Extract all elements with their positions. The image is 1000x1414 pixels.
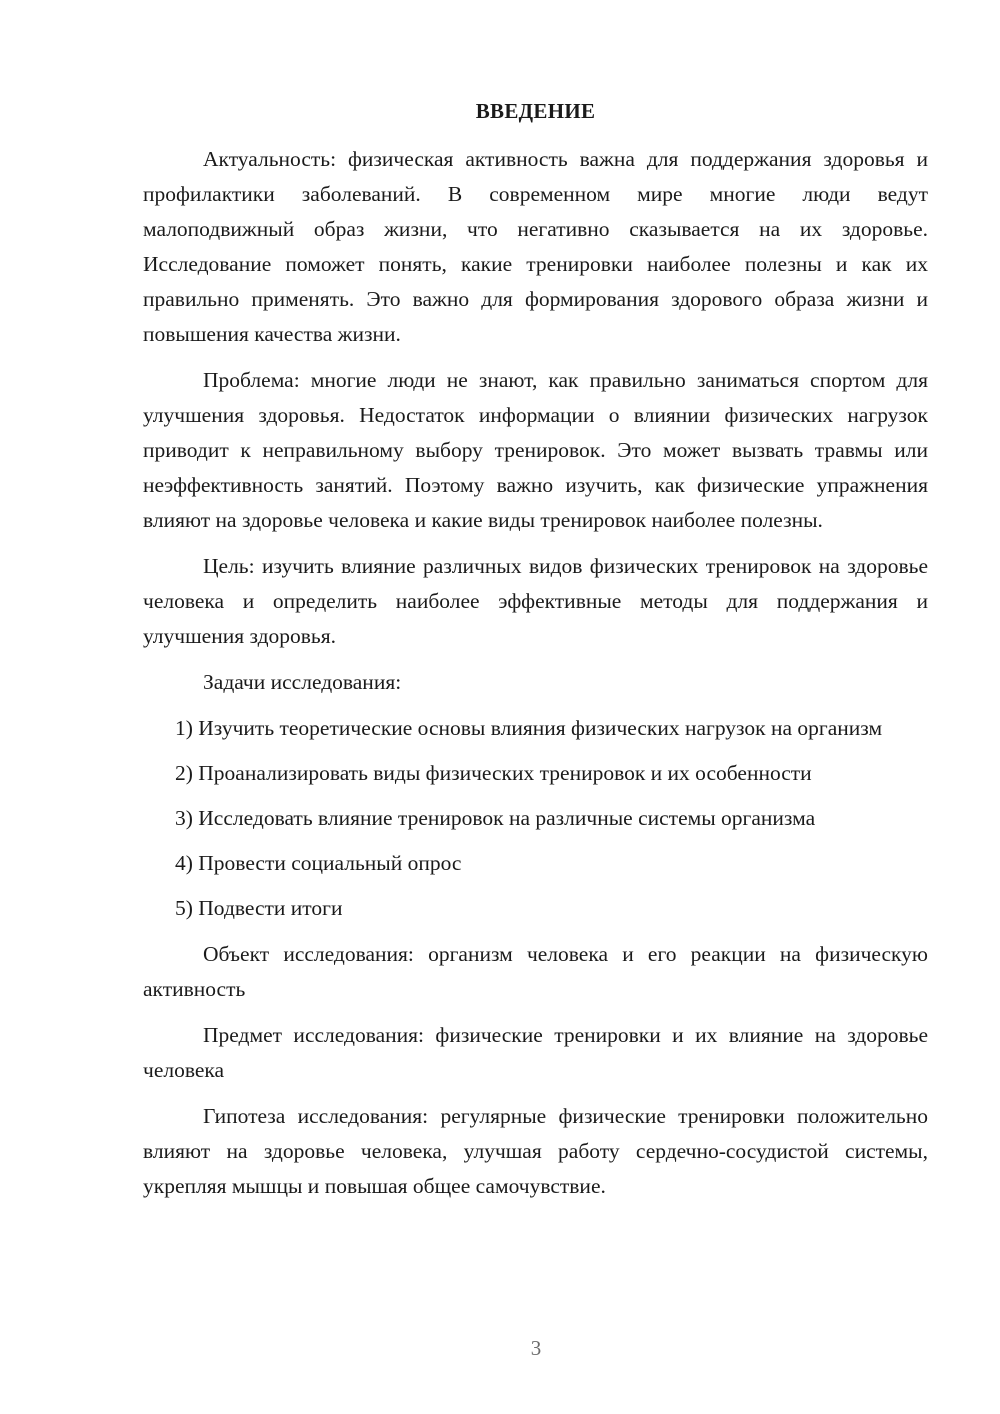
page-number: 3 xyxy=(530,1336,542,1360)
task-item-3: 3) Исследовать влияние тренировок на различные системы организма xyxy=(175,806,816,830)
paragraph-subject: Предмет исследования: физические тренировки и их влияние на здоровье человека xyxy=(143,1023,928,1082)
task-item-1: 1) Изучить теоретические основы влияния физических нагрузок на организм xyxy=(175,716,883,740)
paragraph-goal: Цель: изучить влияние различных видов физических тренировок на здоровье человека и определить наиболее эффективные методы для поддержания и улучшения здоровья. xyxy=(143,554,928,648)
paragraph-relevance: Актуальность: физическая активность важна для поддержания здоровья и профилактики заболеваний. В современном мире многие люди ведут малоподвижный образ жизни, что негативно сказывается на их здоровье. Исследование поможет понять, какие тренировки наиболее полезны и как их правильно применять. Это важно для формирования здорового образа жизни и повышения качества жизни. xyxy=(143,147,928,346)
page-title: ВВЕДЕНИЕ xyxy=(475,99,596,123)
task-item-4: 4) Провести социальный опрос xyxy=(175,851,462,875)
paragraph-problem: Проблема: многие люди не знают, как правильно заниматься спортом для улучшения здоровья. Недостаток информации о влиянии физических нагрузок приводит к неправильному выбору тренировок. Это может вызвать травмы или неэффективность занятий. Поэтому важно изучить, как физические упражнения влияют на здоровье человека и какие виды тренировок наиболее полезны. xyxy=(143,368,928,532)
document-body xyxy=(143,142,928,1215)
paragraph-hypothesis: Гипотеза исследования: регулярные физические тренировки положительно влияют на здоровье человека, улучшая работу сердечно-сосудистой системы, укрепляя мышцы и повышая общее самочувствие. xyxy=(143,1104,928,1198)
tasks-heading: Задачи исследования: xyxy=(203,670,402,694)
paragraph-object: Объект исследования: организм человека и его реакции на физическую активность xyxy=(143,942,928,1001)
task-item-2: 2) Проанализировать виды физических тренировок и их особенности xyxy=(175,761,812,785)
task-item-5: 5) Подвести итоги xyxy=(175,896,343,920)
